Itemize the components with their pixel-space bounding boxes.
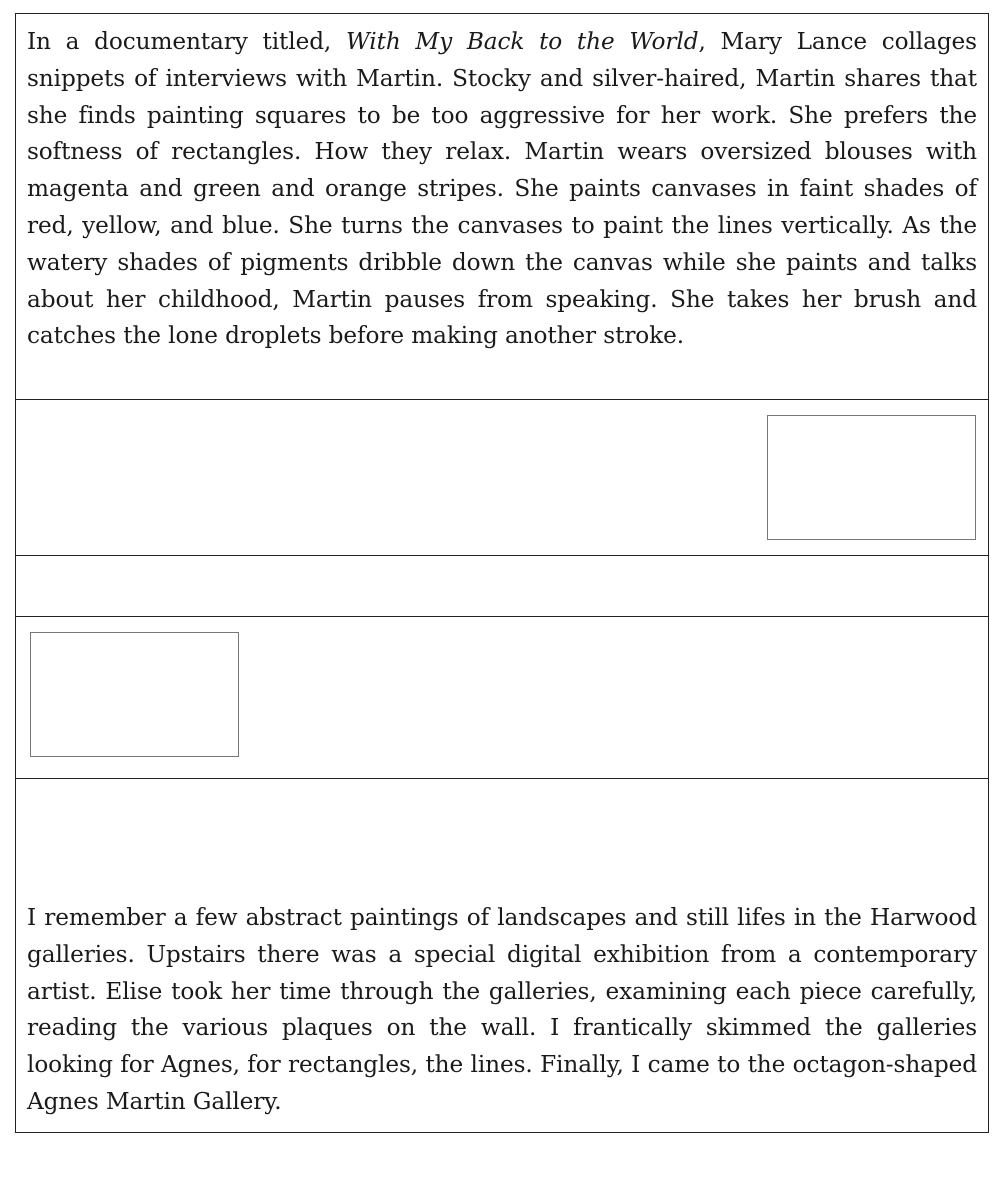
image-placeholder-right <box>767 415 976 540</box>
paragraph-documentary <box>27 24 977 355</box>
documentary-title: With My Back to the World <box>345 28 699 55</box>
section-divider-4 <box>16 778 988 779</box>
paragraph-documentary-lead: In a documentary titled, <box>27 28 346 55</box>
document-frame <box>15 13 989 1133</box>
section-divider-1 <box>16 399 988 400</box>
image-placeholder-left <box>30 632 239 757</box>
section-divider-2 <box>16 555 988 556</box>
paragraph-documentary-body: , Mary Lance collages snippets of interviews with Martin. Stocky and silver-haired, Martin shares that she finds painting squares to be too aggressive for her work. She prefers the softness of rectangles. How they relax. Martin wears oversized blouses with magenta and green and orange stripes. She paints canvases in faint shades of red, yellow, and blue. She turns the canvases to paint the lines vertically. As the watery shades of pigments dribble down the canvas while she paints and talks about her childhood, Martin pauses from speaking. She takes her brush and catches the lone droplets before making another stroke. <box>27 28 977 350</box>
section-divider-3 <box>16 616 988 617</box>
paragraph-harwood: I remember a few abstract paintings of landscapes and still lifes in the Harwood galleries. Upstairs there was a special digital exhibition from a contemporary artist. Elise took her time through the galleries, examining each piece carefully, reading the various plaques on the wall. I frantically skimmed the galleries looking for Agnes, for rectangles, the lines. Finally, I came to the octagon-shaped Agnes Martin Gallery. <box>27 904 977 1115</box>
